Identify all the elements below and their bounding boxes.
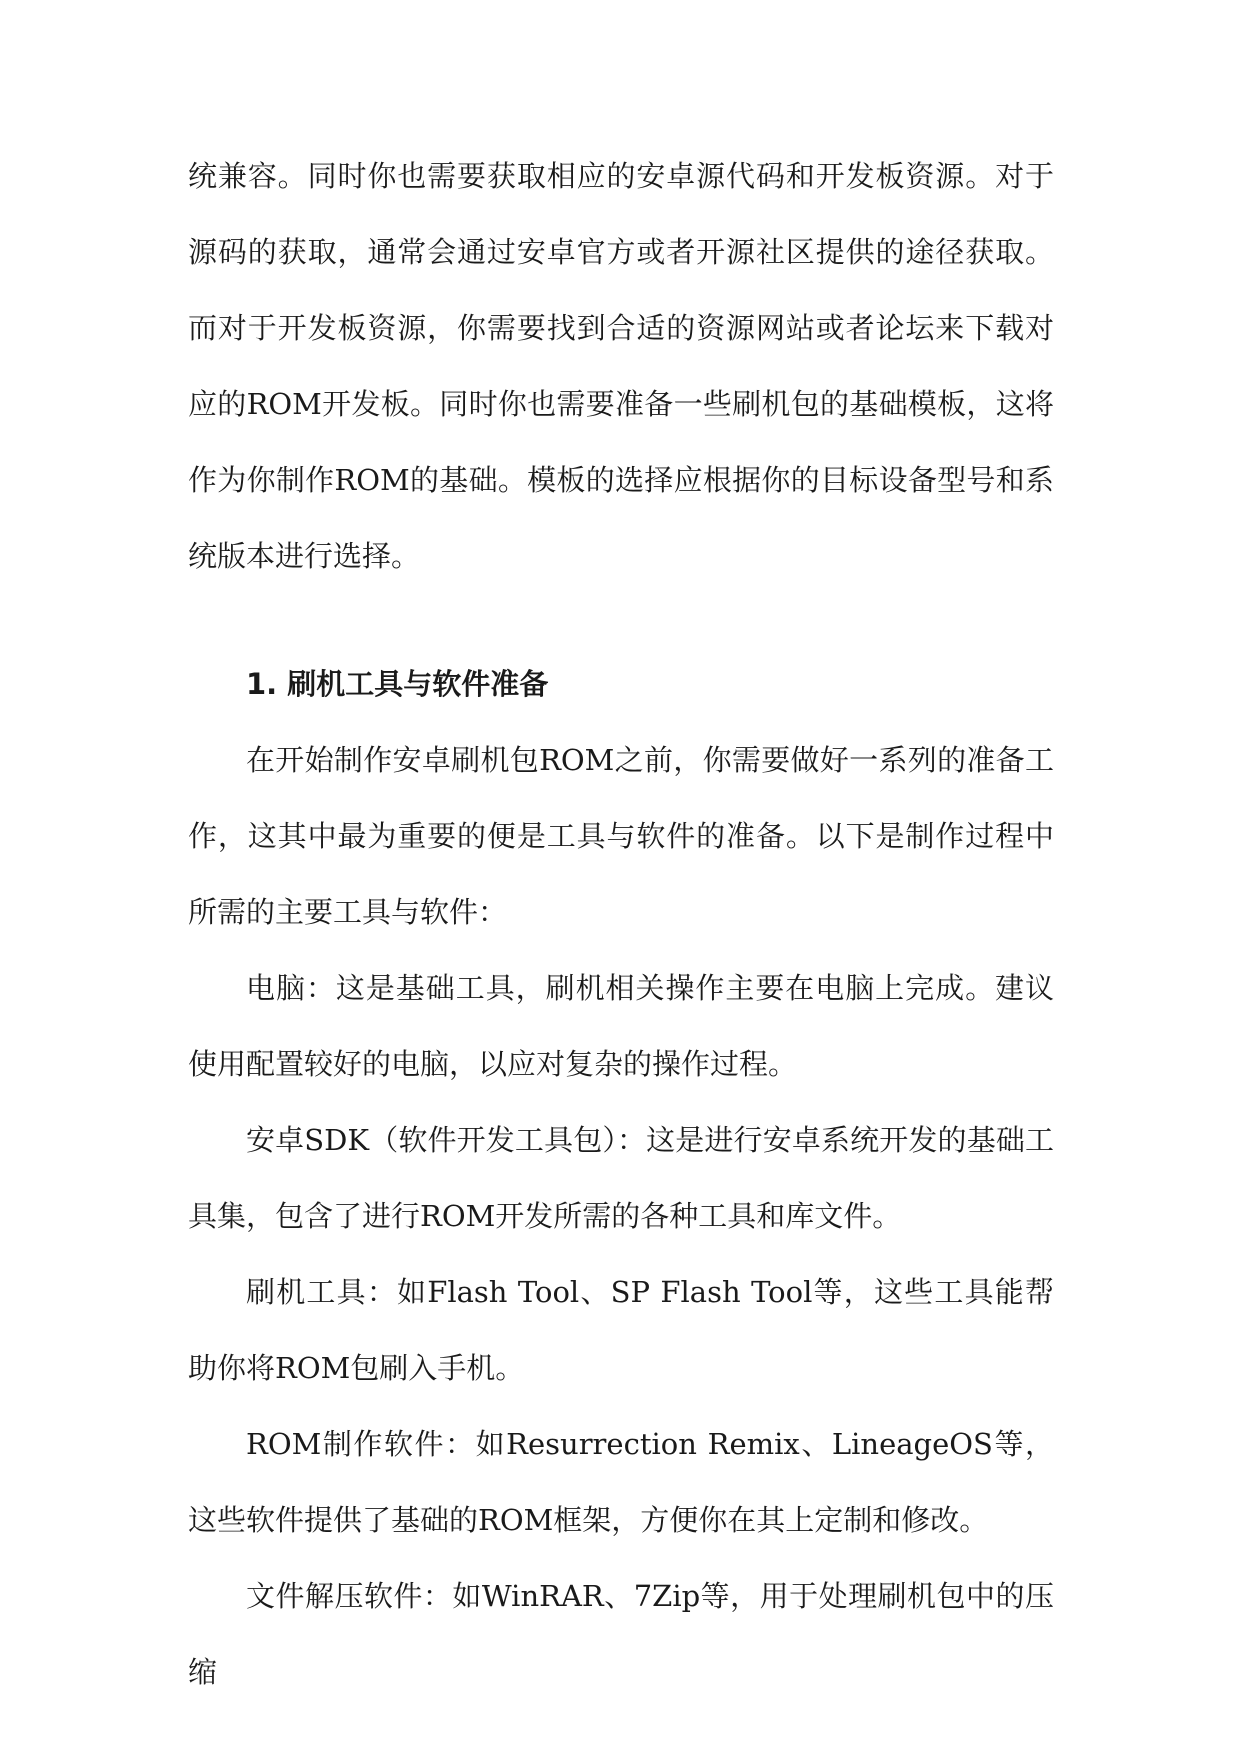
paragraph-rom-software: ROM制作软件：如Resurrection Remix、LineageOS等，这些软件提供了基础的ROM框架，方便你在其上定制和修改。 xyxy=(188,1427,1054,1537)
paragraph-android-sdk: 安卓SDK（软件开发工具包）：这是进行安卓系统开发的基础工具集，包含了进行ROM开发所需的各种工具和库文件。 xyxy=(188,1123,1054,1233)
paragraph-archive-software: 文件解压软件：如WinRAR、7Zip等，用于处理刷机包中的压缩 xyxy=(188,1579,1054,1689)
paragraph-computer: 电脑：这是基础工具，刷机相关操作主要在电脑上完成。建议使用配置较好的电脑，以应对复杂的操作过程。 xyxy=(188,971,1054,1081)
section-heading: 1. 刷机工具与软件准备 xyxy=(246,667,549,701)
paragraph-continuation: 统兼容。同时你也需要获取相应的安卓源代码和开发板资源。对于源码的获取，通常会通过安卓官方或者开源社区提供的途径获取。而对于开发板资源，你需要找到合适的资源网站或者论坛来下载对应的ROM开发板。同时你也需要准备一些刷机包的基础模板，这将作为你制作ROM的基础。模板的选择应根据你的目标设备型号和系统版本进行选择。 xyxy=(188,159,1054,573)
document-body xyxy=(188,138,1054,1710)
paragraph-intro: 在开始制作安卓刷机包ROM之前，你需要做好一系列的准备工作，这其中最为重要的便是工具与软件的准备。以下是制作过程中所需的主要工具与软件： xyxy=(188,743,1054,929)
paragraph-flash-tool: 刷机工具：如Flash Tool、SP Flash Tool等，这些工具能帮助你将ROM包刷入手机。 xyxy=(188,1275,1054,1385)
